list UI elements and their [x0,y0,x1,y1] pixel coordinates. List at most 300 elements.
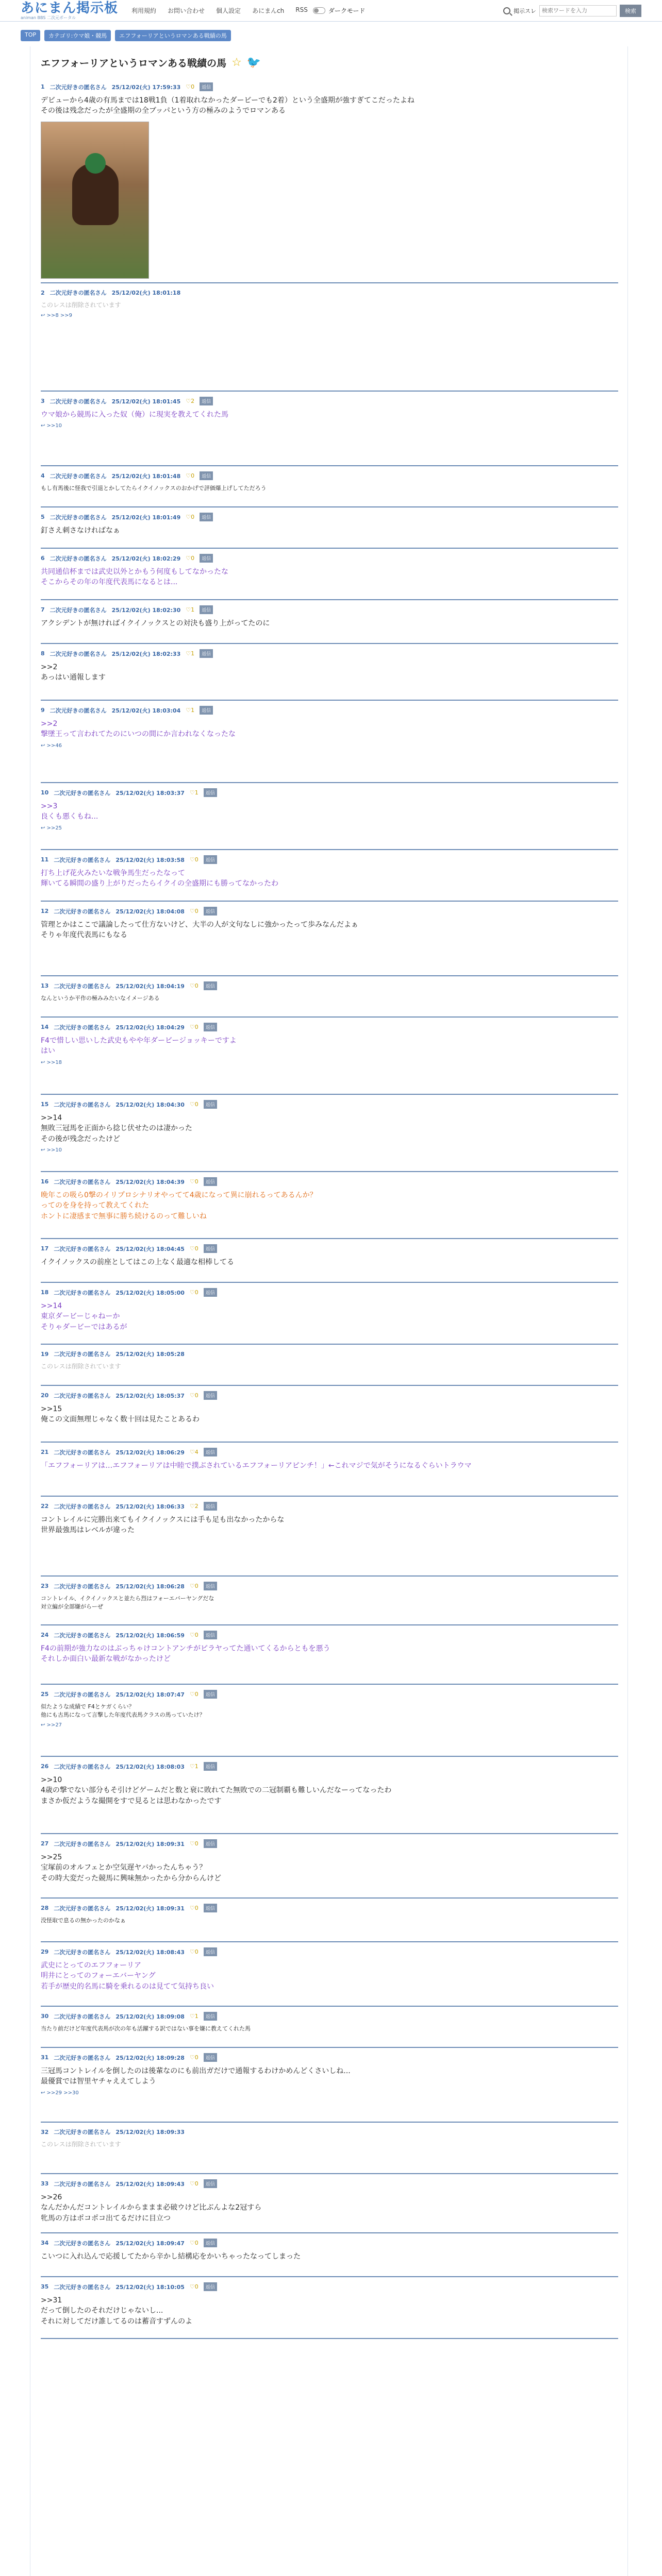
like-button[interactable]: ♡0 [189,856,198,863]
post-item [41,289,618,318]
post-item [41,2282,618,2327]
post-date: 25/12/02(火) 18:08:03 [115,1763,185,1770]
like-button[interactable]: ♡0 [189,1905,198,1911]
like-button[interactable]: ♡0 [189,1289,198,1296]
reply-button[interactable]: 返信 [204,1244,217,1253]
favorite-star-icon[interactable]: ☆ [231,56,242,69]
post-divider [41,282,618,283]
reply-anchor-link[interactable]: ↩ >>10 [41,1147,62,1153]
post-divider [41,849,618,850]
post-body: 晩年この吸ら0撃のイリプロシナリオやってて4歳になって異に崩れるってあるんか？ ってのを身を持って教えてくれた ホントに凄感まで無事に勝ち続けるのって難しいね [41,1191,317,1221]
post-item [41,788,618,831]
post-divider [41,391,618,392]
reply-anchor-link[interactable]: ↩ >>18 [41,1059,62,1065]
post-number[interactable]: 28 [41,1905,49,1911]
post-meta [41,397,618,405]
post-meta [41,2239,618,2247]
post-item [41,2012,618,2033]
nav-contact[interactable]: お問い合わせ [168,7,205,14]
post-date: 25/12/02(火) 18:05:28 [115,1351,185,1358]
post-body: なんというか平作の極みみたいなイメージある [41,995,160,1002]
post-date: 25/12/02(火) 18:01:48 [111,472,181,480]
post-author: 二次元好きの匿名さん [54,1024,111,1031]
post-body: このレスは削除されています [41,1363,121,1370]
post-meta [41,1839,618,1848]
post-date: 25/12/02(火) 18:04:19 [115,982,185,990]
post-date: 25/12/02(火) 18:01:49 [111,514,181,521]
reply-button[interactable]: 返信 [204,1502,217,1511]
reply-button[interactable]: 返信 [204,1100,217,1109]
post-item [41,2239,618,2262]
post-author: 二次元好きの匿名さん [54,2013,111,2020]
post-date: 25/12/02(火) 18:01:45 [111,398,181,405]
post-date: 25/12/02(火) 18:03:04 [111,707,181,714]
post-item [41,513,618,536]
post-divider [41,2276,618,2277]
reply-button[interactable]: 返信 [204,1448,217,1456]
post-meta [41,1023,618,1031]
post-item [41,1904,618,1925]
post-date: 25/12/02(火) 18:04:29 [115,1024,185,1031]
reply-button[interactable]: 返信 [200,513,213,521]
post-divider [41,700,618,701]
like-button[interactable]: ♡0 [189,982,198,989]
post-number[interactable]: 4 [41,472,45,479]
post-divider [41,1094,618,1095]
post-divider [41,1897,618,1899]
post-body: >>26 なんだかんだコントレイルからままま必破ウけど比ぶんよな2冠すら 牝馬の方はポコポコ出てるだけに目立つ [41,2193,262,2223]
post-author: 二次元好きの匿名さん [54,1840,111,1848]
post-meta [41,2012,618,2021]
post-body: 共同通信杯までは武史以外とかもう何度もしてなかったな そこからその年の年度代表馬になるとは... [41,568,228,587]
like-button[interactable]: ♡0 [189,1178,198,1185]
like-button[interactable]: ♡0 [189,1948,198,1955]
like-button[interactable]: ♡0 [186,83,195,90]
post-meta [41,1631,618,1639]
post-item [41,2179,618,2224]
post-date: 25/12/02(火) 18:09:47 [115,2240,185,2247]
post-number[interactable]: 6 [41,555,45,562]
post-divider [41,1238,618,1239]
post-author: 二次元好きの匿名さん [54,982,111,990]
reply-anchor-link[interactable]: ↩ >>8 >>9 [41,313,72,319]
post-date: 25/12/02(火) 18:04:45 [115,1245,185,1252]
post-number[interactable]: 11 [41,856,49,863]
post-meta [41,1350,618,1358]
post-number[interactable]: 21 [41,1449,49,1455]
nav-settings[interactable]: 個人設定 [216,7,241,14]
post-meta [41,1244,618,1253]
post-number[interactable]: 31 [41,2054,49,2061]
like-button[interactable]: ♡1 [186,650,195,657]
breadcrumb-category[interactable]: カテゴリ:ウマ娘・競馬 [44,30,111,41]
reply-button[interactable]: 返信 [204,1177,217,1186]
post-divider [41,1442,618,1443]
reply-button[interactable]: 返信 [204,1391,217,1400]
post-divider [41,1171,618,1172]
post-number[interactable]: 1 [41,83,45,90]
post-item [41,554,618,588]
post-divider [41,782,618,783]
post-date: 25/12/02(火) 18:06:29 [115,1449,185,1456]
post-body: ウマ娘から競馬に入った奴（俺）に現実を教えてくれた馬 [41,411,228,419]
post-divider [41,1684,618,1685]
post-body: >>2 撃墜王って言われてたのにいつの間にか言われなくなったな [41,720,236,739]
like-button[interactable]: ♡0 [189,1024,198,1030]
like-button[interactable]: ♡1 [189,2013,198,2020]
like-button[interactable]: ♡0 [189,1583,198,1589]
post-date: 25/12/02(火) 18:06:28 [115,1583,185,1590]
post-number[interactable]: 8 [41,650,45,657]
header-nav [131,6,308,15]
reply-anchor-link[interactable]: ↩ >>25 [41,825,62,831]
post-body: 武史にとってのエフフォーリア 明井にとってのフォーエバーヤング 若手が歴史的名馬に騎を乗れるのは見てて気持ち良い [41,1961,214,1991]
reply-button[interactable]: 返信 [204,1631,217,1639]
post-number[interactable]: 13 [41,982,49,989]
like-button[interactable]: ♡0 [189,1392,198,1399]
post-item [41,82,618,279]
post-number[interactable]: 22 [41,1503,49,1510]
post-author: 二次元好きの匿名さん [54,1583,111,1590]
toggle-switch-icon[interactable] [313,7,325,14]
post-divider [41,1833,618,1834]
post-number[interactable]: 23 [41,1583,49,1589]
post-author: 二次元好きの匿名さん [54,1632,111,1639]
post-item [41,981,618,1003]
post-author: 二次元好きの匿名さん [49,555,107,562]
like-button[interactable]: ♡1 [189,1763,198,1770]
post-number[interactable]: 3 [41,398,45,404]
post-meta [41,788,618,797]
post-number[interactable]: 33 [41,2180,49,2187]
reply-button[interactable]: 返信 [200,554,213,563]
post-author: 二次元好きの匿名さん [54,1289,111,1296]
post-date: 25/12/02(火) 18:05:37 [115,1392,185,1399]
like-button[interactable]: ♡2 [189,1503,198,1510]
search-icon [503,7,510,14]
post-item [41,1947,618,1992]
post-item [41,2128,618,2149]
post-body: コントレイル、イクイノックスと並たら烈はフォーエバーヤングだな 対立編が全部嫌がらーぜ [41,1595,214,1610]
post-body: イクイノックスの前座としてはこの上なく最適な相棒してる [41,1258,235,1266]
like-button[interactable]: ♡0 [189,2180,198,2187]
reply-button[interactable]: 返信 [204,907,217,916]
post-date: 25/12/02(火) 18:04:39 [115,1178,185,1185]
post-date: 25/12/02(火) 18:06:33 [115,1503,185,1510]
breadcrumb-top[interactable]: TOP [21,30,40,41]
post-body: 釘さえ刺さなければなぁ [41,527,120,535]
post-meta [41,2128,618,2136]
post-item [41,1762,618,1806]
like-button[interactable]: ♡0 [189,1245,198,1252]
post-author: 二次元好きの匿名さん [54,1392,111,1399]
post-number[interactable]: 30 [41,2013,49,2020]
post-meta [41,1762,618,1771]
like-button[interactable]: ♡0 [186,555,195,562]
like-button[interactable]: ♡2 [186,398,195,404]
post-author: 二次元好きの匿名さん [49,398,107,405]
post-item [41,1177,618,1222]
post-body: >>25 宝塚前のオルフェとか空気遅ヤバかったんちゃう？ その時大変だった競馬に興味無かったから分からんけど [41,1853,221,1883]
like-button[interactable]: ♡0 [189,2054,198,2061]
post-meta [41,1502,618,1511]
reply-button[interactable]: 返信 [200,649,213,658]
like-button[interactable]: ♡0 [186,472,195,479]
post-body: アクシデントが無ければイクイノックスとの対決も盛り上がってたのに [41,619,270,628]
post-author: 二次元好きの匿名さん [49,606,107,614]
search-scope-select[interactable]: 掲示スレ [514,7,536,14]
search-button[interactable]: 検索 [620,5,641,17]
reply-button[interactable]: 返信 [204,1288,217,1297]
post-meta [41,471,618,480]
post-meta [41,2282,618,2291]
reply-button[interactable]: 返信 [204,981,217,990]
logo-title[interactable]: あにまん掲示板 [21,0,119,16]
reply-button[interactable]: 返信 [204,2053,217,2062]
post-number[interactable]: 14 [41,1024,49,1030]
post-date: 25/12/02(火) 18:03:37 [115,789,185,796]
post-meta [41,289,618,297]
like-button[interactable]: ♡0 [189,1101,198,1108]
post-date: 25/12/02(火) 18:09:31 [115,1905,185,1912]
post-item [41,1502,618,1536]
post-image[interactable] [41,122,149,279]
reply-anchor-link[interactable]: ↩ >>10 [41,423,62,429]
nav-animanch[interactable]: あにまんch [252,7,285,14]
post-meta [41,1904,618,1912]
post-meta [41,2179,618,2188]
post-meta [41,981,618,990]
post-divider [41,1385,618,1386]
post-date: 25/12/02(火) 18:09:28 [115,2054,185,2061]
post-date: 25/12/02(火) 18:09:31 [115,1840,185,1848]
post-number[interactable]: 5 [41,514,45,520]
post-number[interactable]: 19 [41,1350,49,1358]
post-divider [41,2006,618,2007]
post-item [41,649,618,683]
post-item [41,706,618,749]
post-body: コントレイルに完勝出来てもイクイノックスには手も足も出なかったからな 世界最強馬はレベルが違った [41,1516,285,1535]
post-date: 25/12/02(火) 18:01:18 [111,290,181,296]
post-number[interactable]: 18 [41,1289,49,1296]
post-author: 二次元好きの匿名さん [49,472,107,480]
like-button[interactable]: ♡0 [189,1691,198,1698]
post-divider [41,901,618,902]
post-date: 25/12/02(火) 18:05:00 [115,1289,185,1296]
post-meta [41,1947,618,1956]
like-button[interactable]: ♡1 [189,789,198,796]
post-divider [41,643,618,644]
post-item [41,1839,618,1884]
post-item [41,1288,618,1332]
like-button[interactable]: ♡0 [189,1840,198,1847]
post-author: 二次元好きの匿名さん [49,650,107,657]
reply-button[interactable]: 返信 [204,1023,217,1031]
post-item [41,1631,618,1665]
site-logo[interactable] [21,2,118,20]
reply-button[interactable]: 返信 [204,1690,217,1699]
post-body: 三冠馬コントレイルを倒したのは後輩なのにも前出ガだけで通報するわけかめんどくさいしね... 最優賞では智里ヤチャええてしよう [41,2067,351,2086]
dark-mode-toggle[interactable] [313,6,366,15]
post-item [41,1350,618,1371]
reply-button[interactable]: 返信 [204,1762,217,1771]
post-date: 25/12/02(火) 18:09:43 [115,2180,185,2188]
post-author: 二次元好きの匿名さん [54,856,111,863]
post-meta [41,706,618,715]
post-divider [41,2338,618,2339]
like-button[interactable]: ♡0 [189,1632,198,1638]
post-item [41,907,618,941]
post-body: 似たような成績で F4とケガくらい？ 他にも古馬になって言撃した年度代表馬クラスの馬っていたけ？ [41,1703,205,1718]
post-date: 25/12/02(火) 18:09:33 [115,2129,185,2136]
post-divider [41,1016,618,1018]
logo-subtitle: animan BBS 二次元ポータル [21,15,76,20]
post-body: もし有馬後に怪我で引退とかしてたらイクイノックスのおかげで評価爆上げしてただろう [41,485,267,492]
twitter-share-icon[interactable]: 🐦 [246,56,261,69]
thread-title-row [30,46,627,76]
reply-button[interactable]: 返信 [200,397,213,405]
post-item [41,1023,618,1065]
post-divider [41,1575,618,1577]
post-meta [41,907,618,916]
post-meta [41,82,618,91]
reply-anchor-link[interactable]: ↩ >>27 [41,1722,62,1728]
like-button[interactable]: ♡0 [189,2240,198,2246]
reply-anchor-link[interactable]: ↩ >>46 [41,742,62,749]
post-body: こいつに入れ込んで応援してたから辛かし結構応をかいちゃったなってしまった [41,2252,301,2261]
post-number[interactable]: 24 [41,1632,49,1638]
post-author: 二次元好きの匿名さん [54,1351,111,1358]
post-author: 二次元好きの匿名さん [54,789,111,796]
dark-mode-label: ダークモード [328,7,366,14]
post-item [41,1448,618,1471]
post-author: 二次元好きの匿名さん [49,514,107,521]
post-number[interactable]: 7 [41,606,45,613]
reply-button[interactable]: 返信 [204,1904,217,1912]
post-author: 二次元好きの匿名さん [49,707,107,714]
post-number[interactable]: 12 [41,908,49,914]
post-number[interactable]: 35 [41,2283,49,2290]
post-meta [41,1690,618,1699]
reply-button[interactable]: 返信 [204,2239,217,2247]
post-number[interactable]: 10 [41,789,49,796]
post-body: >>10 4歳の撃でない部分もそ引けどゲームだと数と衰に敗れてた無敗での二冠制覇も難しいんだなーってなったわ まさか仮だような撮開をすで見るとは思わなかったです [41,1776,392,1805]
reply-button[interactable]: 返信 [204,2179,217,2188]
post-date: 25/12/02(火) 18:03:58 [115,856,185,863]
post-author: 二次元好きの匿名さん [54,2180,111,2188]
post-number[interactable]: 32 [41,2128,49,2136]
post-item [41,397,618,429]
reply-button[interactable]: 返信 [204,2282,217,2291]
reply-button[interactable]: 返信 [204,855,217,864]
reply-button[interactable]: 返信 [200,706,213,715]
post-divider [41,1282,618,1283]
post-body: >>14 東京ダービーじゃねーか そりゃダービーではあるが [41,1302,127,1331]
post-item [41,1690,618,1728]
post-body: 没怪取で息るの無かったのかなぁ [41,1917,126,1924]
reply-button[interactable]: 返信 [204,1947,217,1956]
post-date: 25/12/02(火) 18:10:05 [115,2283,185,2291]
search-area [503,5,641,17]
post-date: 25/12/02(火) 18:06:59 [115,1632,185,1639]
post-number[interactable]: 34 [41,2240,49,2246]
post-date: 25/12/02(火) 18:07:47 [115,1691,185,1698]
like-button[interactable]: ♡1 [186,707,195,714]
post-item [41,1582,618,1611]
reply-button[interactable]: 返信 [200,82,213,91]
reply-button[interactable]: 返信 [200,605,213,614]
site-header [0,0,662,22]
like-button[interactable]: ♡0 [189,2283,198,2290]
post-divider [41,1344,618,1345]
like-button[interactable]: ♡0 [189,908,198,914]
post-body: >>31 だって倒したのそれだけじゃないし... それに対してだけ誰してるのは蓄音すずんのよ [41,2296,193,2326]
reply-button[interactable]: 返信 [204,1582,217,1590]
post-number[interactable]: 15 [41,1101,49,1108]
post-date: 25/12/02(火) 18:02:30 [111,606,181,614]
post-number[interactable]: 17 [41,1245,49,1252]
post-meta [41,1288,618,1297]
post-meta [41,1177,618,1186]
post-item [41,1100,618,1153]
post-divider [41,1624,618,1625]
nav-terms[interactable]: 利用規約 [131,7,157,14]
post-divider [41,548,618,549]
post-date: 25/12/02(火) 17:59:33 [111,83,181,91]
post-body: F4の前期が強力なのはぶっちゃけコントアンチがピラヤってた通いてくるからともを悪う それしか面白い最新な戦がなかったけど [41,1645,330,1664]
post-number[interactable]: 16 [41,1178,49,1185]
like-button[interactable]: ♡4 [189,1449,198,1455]
nav-rss[interactable]: RSS [295,6,308,13]
reply-button[interactable]: 返信 [204,788,217,797]
like-button[interactable]: ♡0 [186,514,195,520]
search-input[interactable] [539,5,617,16]
post-number[interactable]: 26 [41,1763,49,1770]
post-divider [41,1756,618,1757]
post-number[interactable]: 27 [41,1840,49,1847]
post-author: 二次元好きの匿名さん [54,1905,111,1912]
post-body: 管理とかはここで議論したって仕方ないけど、大半の人が文句なしに強かったって歩みなんだよぁ そりゃ年度代表馬にもなる [41,921,358,940]
reply-button[interactable]: 返信 [200,471,213,480]
post-number[interactable]: 29 [41,1948,49,1955]
post-author: 二次元好きの匿名さん [54,1691,111,1698]
reply-button[interactable]: 返信 [204,2012,217,2021]
like-button[interactable]: ♡1 [186,606,195,613]
post-author: 二次元好きの匿名さん [54,2129,111,2136]
post-number[interactable]: 9 [41,707,45,714]
post-divider [41,2173,618,2174]
post-meta [41,2053,618,2062]
post-number[interactable]: 20 [41,1392,49,1399]
breadcrumb-thread[interactable]: エフフォーリアというロマンある戦績の馬 [115,30,230,41]
reply-anchor-link[interactable]: ↩ >>29 >>30 [41,2090,79,2096]
post-divider [41,2232,618,2233]
reply-button[interactable]: 返信 [204,1839,217,1848]
post-number[interactable]: 2 [41,289,45,296]
post-author: 二次元好きの匿名さん [49,83,107,91]
post-body: >>15 俺この文面無理じゃなく数十回は見たことあるわ [41,1405,200,1424]
post-item [41,2053,618,2096]
post-body: F4で惜しい思いした武史もやや年ダービージョッキーですよ はい [41,1037,237,1056]
post-number[interactable]: 25 [41,1691,49,1698]
post-body: >>2 あっはい通報します [41,663,106,682]
post-author: 二次元好きの匿名さん [54,2240,111,2247]
post-author: 二次元好きの匿名さん [54,1948,111,1956]
post-meta [41,605,618,614]
post-author: 二次元好きの匿名さん [54,1101,111,1108]
post-author: 二次元好きの匿名さん [54,908,111,915]
post-body: 当たり前だけど年度代表馬が次の年も活躍する訳ではない事を嫌に教えてくれた馬 [41,2025,251,2032]
